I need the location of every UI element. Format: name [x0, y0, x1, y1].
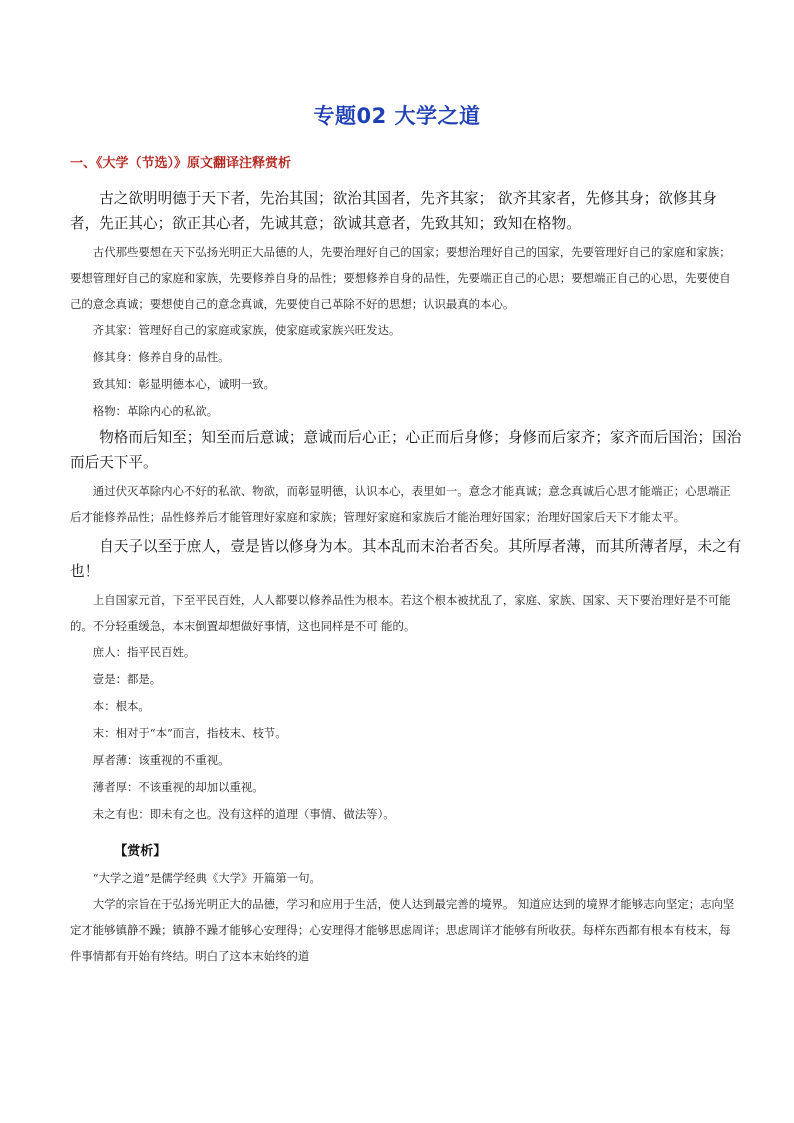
page-title: 专题02 大学之道	[313, 104, 481, 128]
annotation-line: 修其身：修养自身的品性。	[92, 350, 230, 364]
annotation-line: 末：相对于“本”而言，指枝末、枝节。	[92, 726, 287, 740]
original-text-paragraph: 古之欲明明德于天下者，先治其国；欲治其国者，先齐其家； 欲齐其家者，先修其身；欲修其身者，先正其心；欲正其心者，先诚其意；欲诚其意者，先致其知；致知在格物。	[70, 190, 717, 232]
document-body	[70, 186, 742, 969]
annotation-line: 本：根本。	[92, 699, 150, 713]
annotation-line: 格物：革除内心的私欲。	[92, 404, 219, 418]
translation-paragraph: 通过伏灭革除内心不好的私欲、物欲，而彰显明德，认识本心，表里如一。意念才能真诚；意念真诚后心思才能端正；心思端正后才能修养品性；品性修养后才能管理好家庭和家族；管理好家庭和家族后才能治理好国家；治理好国家后天下才能太平。	[70, 484, 731, 524]
annotation-line: 未之有也：即未有之也。没有这样的道理（事情、做法等）。	[92, 807, 395, 821]
annotation-line: 齐其家：管理好自己的家庭或家族，使家庭或家族兴旺发达。	[92, 323, 401, 337]
annotation-line: 庶人：指平民百姓。	[92, 645, 196, 659]
annotation-line: 薄者厚：不该重视的却加以重视。	[92, 780, 264, 794]
translation-paragraph: 上自国家元首，下至平民百姓，人人都要以修养品性为根本。若这个根本被扰乱了，家庭、家族、国家、天下要治理好是不可能的。不分轻重缓急，本末倒置却想做好事情，这也同样是不可 能的。	[70, 593, 731, 633]
appreciation-heading: 【赏析】	[114, 844, 167, 859]
translation-paragraph: 古代那些要想在天下弘扬光明正大品德的人，先要治理好自己的国家；要想治理好自己的国家，先要管理好自己的家庭和家族；要想管理好自己的家庭和家族，先要修养自身的品性；要想修养自身的品性，先要端正自己的心思；要想端正自己的心思，先要使自己的意念真诚；要想使自己的意念真诚，先要使自己革除不好的思想；认识最真的本心。	[70, 245, 731, 311]
annotation-line: 壹是：都是。	[92, 672, 162, 686]
annotation-line: 致其知：彰显明德本心，诚明一致。	[92, 377, 276, 391]
appreciation-paragraph: “大学之道”是儒学经典《大学》开篇第一句。	[92, 871, 321, 885]
original-text-paragraph: 物格而后知至；知至而后意诚；意诚而后心正；心正而后身修；身修而后家齐；家齐而后国治；国治而后天下平。	[70, 429, 742, 471]
appreciation-paragraph: 大学的宗旨在于弘扬光明正大的品德，学习和应用于生活，使人达到最完善的境界。 知道应达到的境界才能够志向坚定；志向坚定才能够镇静不躁；镇静不躁才能够心安理得；心安理得才能够思虑周详；思虑周详才能够有所收获。每样东西都有根本有枝末，每件事情都有开始有终结。明白了这本末始终的道	[70, 897, 735, 963]
annotation-line: 厚者薄：该重视的不重视。	[92, 753, 230, 767]
section-heading: 一、《大学（节选）》原文翻译注释赏析	[70, 156, 292, 171]
original-text-paragraph: 自天子以至于庶人，壹是皆以修身为本。其本乱而末治者否矣。其所厚者薄，而其所薄者厚，未之有也！	[70, 538, 742, 580]
